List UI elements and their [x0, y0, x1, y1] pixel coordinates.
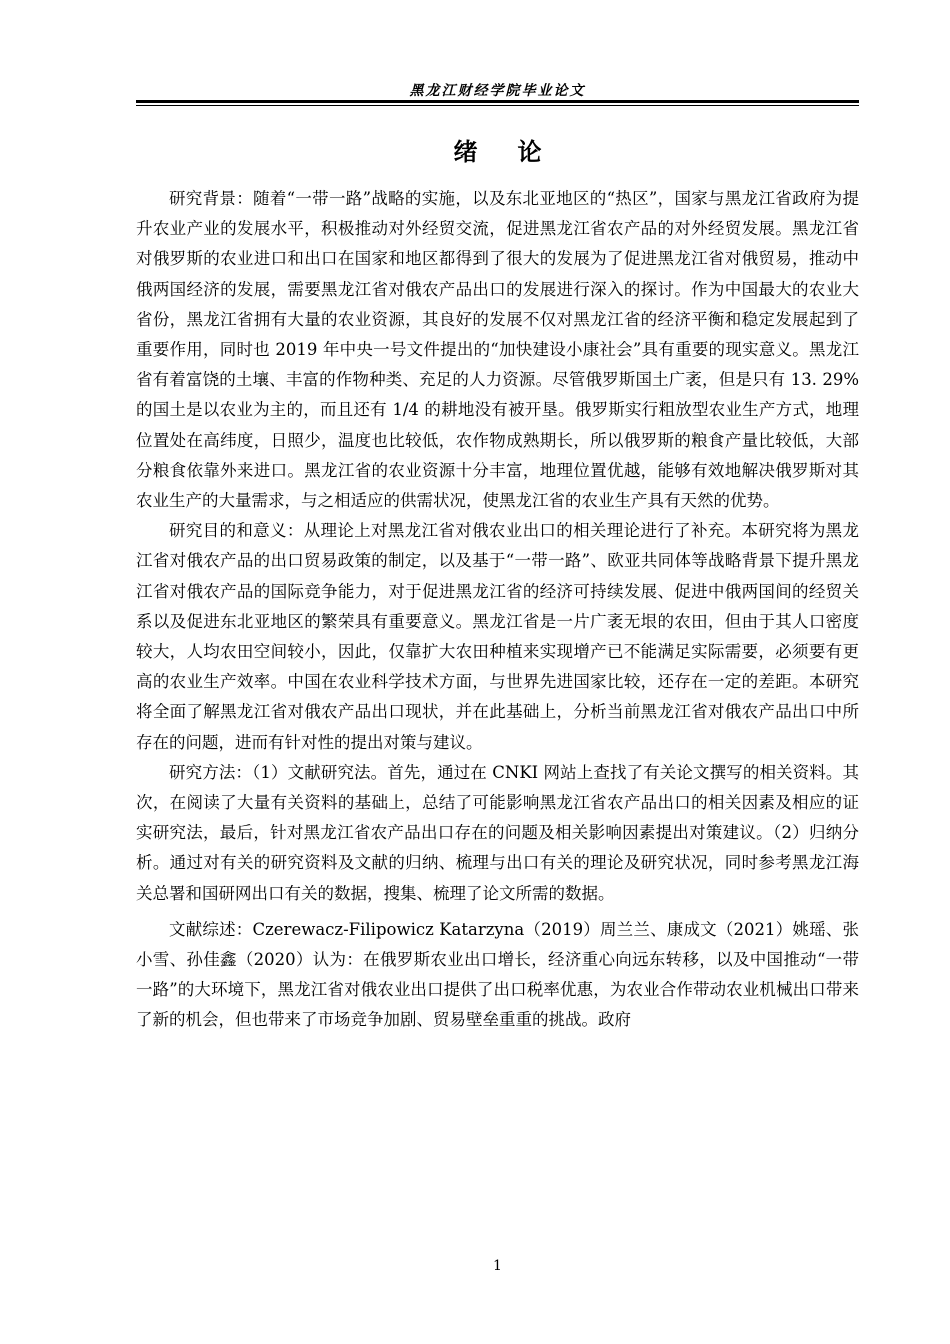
body-text [136, 184, 859, 1036]
paragraph-background: 研究背景：随着“一带一路”战略的实施，以及东北亚地区的“热区”，国家与黑龙江省政府为提升农业产业的发展水平，积极推动对外经贸交流，促进黑龙江省农产品的对外经贸发展。黑龙江省对俄罗斯的农业进口和出口在国家和地区都得到了很大的发展为了促进黑龙江省对俄贸易，推动中俄两国经济的发展，需要黑龙江省对俄农产品出口的发展进行深入的探讨。作为中国最大的农业大省份，黑龙江省拥有大量的农业资源，其良好的发展不仅对黑龙江省的经济平衡和稳定发展起到了重要作用，同时也 2019 年中央一号文件提出的“加快建设小康社会”具有重要的现实意义。黑龙江省有着富饶的土壤、丰富的作物种类、充足的人力资源。尽管俄罗斯国土广袤，但是只有 13. 29%的国土是以农业为主的，而且还有 1/4 的耕地没有被开垦。俄罗斯实行粗放型农业生产方式，地理位置处在高纬度，日照少，温度也比较低，农作物成熟期长，所以俄罗斯的粮食产量比较低，大部分粮食依靠外来进口。黑龙江省的农业资源十分丰富，地理位置优越，能够有效地解决俄罗斯对其农业生产的大量需求，与之相适应的供需状况，使黑龙江省的农业生产具有天然的优势。 [136, 189, 859, 511]
header-rule-thick [136, 100, 859, 103]
header-rule-thin [136, 105, 859, 106]
page-number: 1 [493, 1258, 502, 1274]
paragraph-purpose: 研究目的和意义：从理论上对黑龙江省对俄农业出口的相关理论进行了补充。本研究将为黑龙江省对俄农产品的出口贸易政策的制定，以及基于“一带一路”、欧亚共同体等战略背景下提升黑龙江省对俄农产品的国际竞争能力，对于促进黑龙江省的经济可持续发展、促进中俄两国间的经贸关系以及促进东北亚地区的繁荣具有重要意义。黑龙江省是一片广袤无垠的农田，但由于其人口密度较大，人均农田空间较小，因此，仅靠扩大农田种植来实现增产已不能满足实际需要，必须要有更高的农业生产效率。中国在农业科学技术方面，与世界先进国家比较，还存在一定的差距。本研究将全面了解黑龙江省对俄农产品出口现状，并在此基础上，分析当前黑龙江省对俄农产品出口中所存在的问题，进而有针对性的提出对策与建议。 [136, 521, 859, 752]
paragraph-literature-review: 文献综述：Czerewacz-Filipowicz Katarzyna（2019）周兰兰、康成文（2021）姚瑶、张小雪、孙佳鑫（2020）认为：在俄罗斯农业出口增长，经济重心向远东转移，以及中国推动“一带一路”的大环境下，黑龙江省对俄农业出口提供了出口税率优惠，为农业合作带动农业机械出口带来了新的机会，但也带来了市场竞争加剧、贸易壁垒重重的挑战。政府 [136, 919, 859, 1030]
running-header: 黑龙江财经学院毕业论文 [409, 83, 586, 99]
chapter-title: 绪论 [453, 137, 582, 166]
paragraph-methods: 研究方法：（1）文献研究法。首先，通过在 CNKI 网站上查找了有关论文撰写的相关资料。其次，在阅读了大量有关资料的基础上，总结了可能影响黑龙江省农产品出口的相关因素及相应的证实研究法，最后，针对黑龙江省农产品出口存在的问题及相关影响因素提出对策建议。（2）归纳分析。通过对有关的研究资料及文献的归纳、梳理与出口有关的理论及研究状况，同时参考黑龙江海关总署和国研网出口有关的数据，搜集、梳理了论文所需的数据。 [136, 762, 859, 903]
